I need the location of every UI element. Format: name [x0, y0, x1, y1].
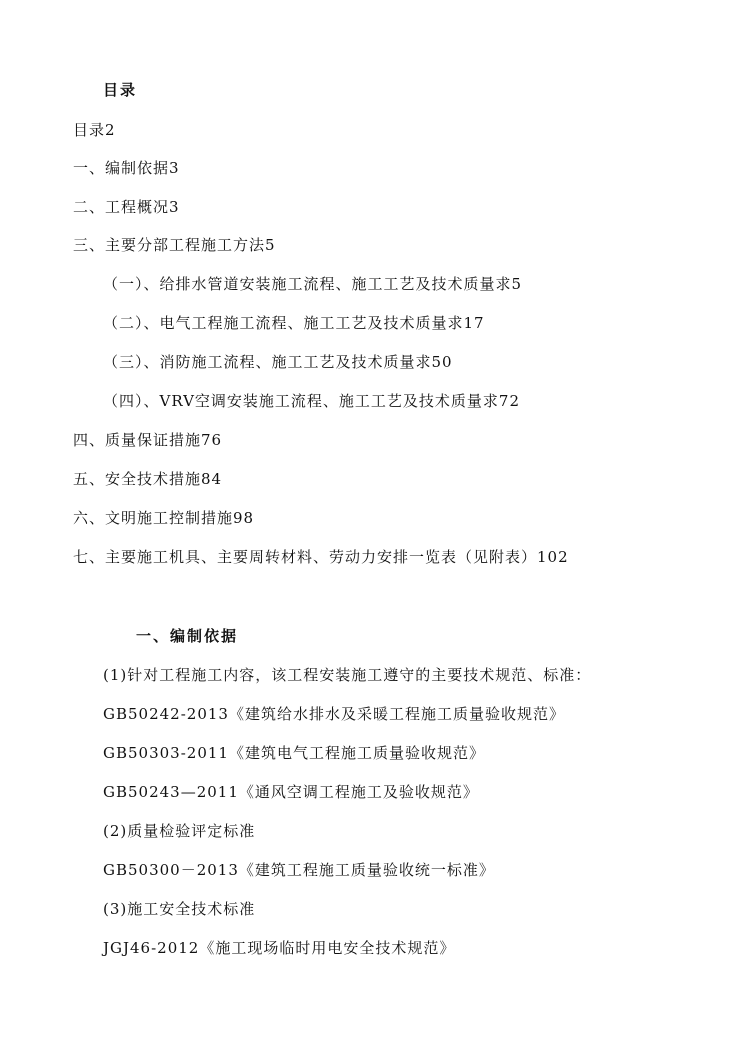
toc-item: 五、安全技术措施84	[73, 470, 223, 488]
body-line: GB50243—2011《通风空调工程施工及验收规范》	[103, 783, 479, 801]
toc-item: 二、工程概况3	[73, 198, 180, 216]
toc-item: 四、质量保证措施76	[73, 431, 223, 449]
toc-subitem: （二）、电气工程施工流程、施工工艺及技术质量求17	[103, 314, 485, 332]
toc-subitem: （一）、给排水管道安装施工流程、施工工艺及技术质量求5	[103, 275, 523, 293]
body-line: GB50303-2011《建筑电气工程施工质量验收规范》	[103, 744, 485, 762]
toc-item: 一、编制依据3	[73, 159, 180, 177]
toc-subitem: （三）、消防施工流程、施工工艺及技术质量求50	[103, 353, 453, 371]
toc-item: 七、主要施工机具、主要周转材料、劳动力安排一览表（见附表）102	[73, 548, 569, 566]
toc-item: 六、文明施工控制措施98	[73, 509, 255, 527]
toc-item: 目录2	[73, 121, 116, 139]
toc-subitem: （四）、VRV空调安装施工流程、施工工艺及技术质量求72	[103, 392, 521, 410]
body-line: (3)施工安全技术标准	[103, 900, 256, 918]
toc-title: 目录	[103, 81, 138, 99]
body-line: GB50242-2013《建筑给水排水及采暖工程施工质量验收规范》	[103, 705, 565, 723]
body-line: JGJ46-2012《施工现场临时用电安全技术规范》	[103, 939, 456, 957]
body-line: (2)质量检验评定标准	[103, 822, 256, 840]
section-heading: 一、编制依据	[136, 627, 239, 645]
body-line: GB50300－2013《建筑工程施工质量验收统一标准》	[103, 861, 495, 879]
body-line: (1)针对工程施工内容，该工程安装施工遵守的主要技术规范、标准：	[103, 666, 592, 684]
toc-item: 三、主要分部工程施工方法5	[73, 236, 276, 254]
